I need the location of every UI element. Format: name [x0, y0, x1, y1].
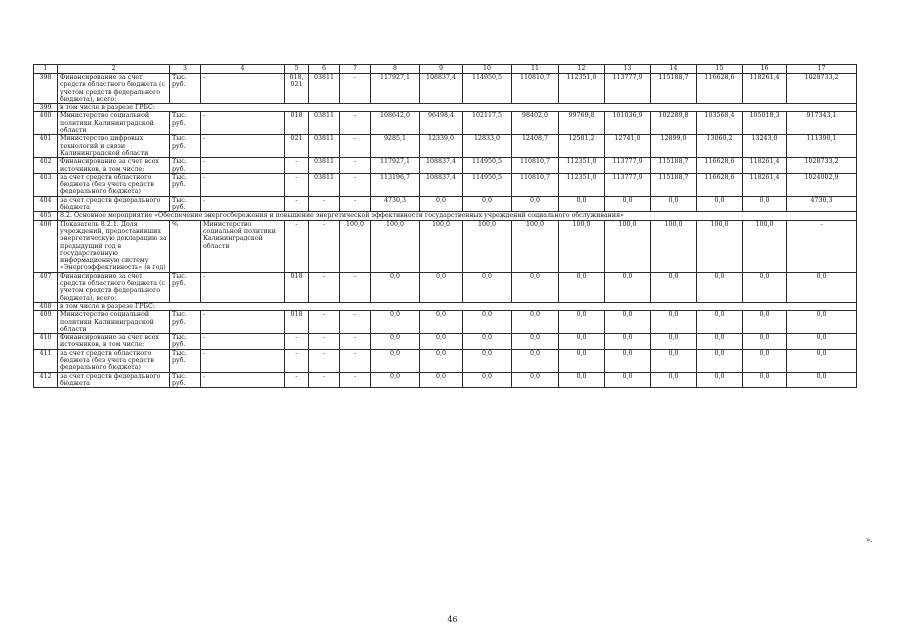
value-cell: 115188,7: [651, 173, 697, 196]
row-number-cell: 411: [34, 349, 58, 372]
value-cell: 0,0: [605, 334, 651, 350]
value-cell: 0,0: [605, 272, 651, 302]
value-cell: -: [201, 173, 285, 196]
value-cell: 0,0: [559, 349, 605, 372]
row-label-cell: за счет средств федерального бюджета: [58, 196, 170, 212]
value-cell: 0,0: [651, 372, 697, 388]
section-row: [34, 212, 857, 220]
value-cell: 021: [285, 135, 309, 158]
value-cell: -: [201, 196, 285, 212]
value-cell: -: [340, 112, 371, 135]
value-cell: -: [787, 220, 857, 272]
column-number-cell: 9: [420, 65, 463, 74]
value-cell: 102289,8: [651, 112, 697, 135]
value-cell: 114950,5: [463, 173, 512, 196]
value-cell: 0,0: [605, 349, 651, 372]
table-row: [34, 158, 857, 174]
row-label-cell: за счет средств областного бюджета (без учета средств федерального бюджета): [58, 173, 170, 196]
value-cell: 0,0: [651, 334, 697, 350]
value-cell: Тыс. руб.: [170, 135, 201, 158]
row-label-cell: Показатель 8.2.1. Доля учреждений, предоставивших энергетическую декларацию за предыдущий год в государственную информационную систему «Энергоэффективность» (в год): [58, 220, 170, 272]
value-cell: 0,0: [420, 372, 463, 388]
value-cell: -: [285, 158, 309, 174]
value-cell: 113196,7: [371, 173, 420, 196]
value-cell: Тыс. руб.: [170, 372, 201, 388]
value-cell: -: [201, 349, 285, 372]
value-cell: 112351,0: [559, 74, 605, 104]
value-cell: 0,0: [512, 334, 559, 350]
value-cell: 03811: [309, 74, 340, 104]
value-cell: 115188,7: [651, 158, 697, 174]
row-number-cell: 400: [34, 112, 58, 135]
value-cell: -: [340, 311, 371, 334]
value-cell: 0,0: [605, 311, 651, 334]
row-label-cell: за счет средств областного бюджета (без учета средств федерального бюджета): [58, 349, 170, 372]
value-cell: 100,0: [371, 220, 420, 272]
value-cell: 0,0: [371, 372, 420, 388]
value-cell: 9285,1: [371, 135, 420, 158]
table-row: [34, 372, 857, 388]
value-cell: -: [309, 334, 340, 350]
table-row: [34, 272, 857, 302]
value-cell: -: [285, 196, 309, 212]
value-cell: 101036,9: [605, 112, 651, 135]
value-cell: 0,0: [743, 334, 787, 350]
value-cell: %: [170, 220, 201, 272]
table-row: [34, 112, 857, 135]
value-cell: 03811: [309, 173, 340, 196]
value-cell: -: [340, 349, 371, 372]
row-number-cell: 398: [34, 74, 58, 104]
table-row: [34, 196, 857, 212]
row-number-cell: 406: [34, 220, 58, 272]
value-cell: -: [309, 272, 340, 302]
table-row: [34, 349, 857, 372]
value-cell: 99769,8: [559, 112, 605, 135]
table-row: [34, 135, 857, 158]
value-cell: -: [201, 334, 285, 350]
value-cell: 018: [285, 112, 309, 135]
value-cell: 12899,0: [651, 135, 697, 158]
value-cell: 13243,0: [743, 135, 787, 158]
table-row: [34, 311, 857, 334]
value-cell: 100,0: [559, 220, 605, 272]
value-cell: 0,0: [559, 334, 605, 350]
value-cell: 13060,2: [697, 135, 743, 158]
value-cell: 108837,4: [420, 74, 463, 104]
value-cell: 0,0: [743, 311, 787, 334]
value-cell: 117927,1: [371, 158, 420, 174]
value-cell: 116628,6: [697, 158, 743, 174]
value-cell: 100,0: [463, 220, 512, 272]
value-cell: 112351,0: [559, 173, 605, 196]
value-cell: 100,0: [512, 220, 559, 272]
row-number-cell: 408: [34, 302, 58, 310]
value-cell: -: [201, 311, 285, 334]
row-label-cell: Министерство социальной политики Калининградской области: [58, 311, 170, 334]
column-number-cell: 14: [651, 65, 697, 74]
row-label-cell: Министерство цифровых технологий и связи Калининградской области: [58, 135, 170, 158]
value-cell: 0,0: [559, 272, 605, 302]
value-cell: 0,0: [605, 196, 651, 212]
value-cell: 108837,4: [420, 173, 463, 196]
row-number-cell: 401: [34, 135, 58, 158]
table-row: [34, 220, 857, 272]
closing-quote-mark: ».: [866, 536, 873, 544]
value-cell: -: [285, 220, 309, 272]
row-number-cell: 405: [34, 212, 58, 220]
value-cell: 0,0: [651, 349, 697, 372]
value-cell: Тыс. руб.: [170, 349, 201, 372]
value-cell: Тыс. руб.: [170, 334, 201, 350]
value-cell: -: [201, 112, 285, 135]
value-cell: 110810,7: [512, 173, 559, 196]
value-cell: Тыс. руб.: [170, 311, 201, 334]
column-number-cell: 6: [309, 65, 340, 74]
value-cell: 105018,3: [743, 112, 787, 135]
value-cell: 0,0: [371, 349, 420, 372]
value-cell: 0,0: [559, 372, 605, 388]
value-cell: 1028733,2: [787, 158, 857, 174]
value-cell: Тыс. руб.: [170, 196, 201, 212]
value-cell: 98402,0: [512, 112, 559, 135]
value-cell: 12339,0: [420, 135, 463, 158]
value-cell: 0,0: [787, 334, 857, 350]
column-number-cell: 3: [170, 65, 201, 74]
value-cell: 12581,2: [559, 135, 605, 158]
value-cell: 0,0: [463, 372, 512, 388]
row-number-cell: 399: [34, 104, 58, 112]
column-number-cell: 13: [605, 65, 651, 74]
value-cell: 0,0: [420, 311, 463, 334]
value-cell: 0,0: [512, 311, 559, 334]
value-cell: -: [340, 135, 371, 158]
value-cell: -: [201, 372, 285, 388]
value-cell: -: [340, 74, 371, 104]
value-cell: Министерство социальной политики Калининградской области: [201, 220, 285, 272]
section-title-cell: 8.2. Основное мероприятие «Обеспечение энергосбережения и повышение энергетической эффективности государственных учреждений социального обслуживания»: [58, 212, 857, 220]
value-cell: 0,0: [605, 372, 651, 388]
value-cell: 100,0: [420, 220, 463, 272]
value-cell: 100,0: [605, 220, 651, 272]
value-cell: 100,0: [340, 220, 371, 272]
value-cell: 0,0: [420, 196, 463, 212]
value-cell: 4730,3: [371, 196, 420, 212]
value-cell: 116628,6: [697, 74, 743, 104]
value-cell: 0,0: [512, 272, 559, 302]
row-number-cell: 410: [34, 334, 58, 350]
section-row: [34, 104, 857, 112]
value-cell: -: [340, 158, 371, 174]
column-number-cell: 12: [559, 65, 605, 74]
value-cell: 0,0: [787, 372, 857, 388]
value-cell: 118261,4: [743, 173, 787, 196]
value-cell: -: [285, 173, 309, 196]
value-cell: 03811: [309, 158, 340, 174]
value-cell: 0,0: [651, 272, 697, 302]
row-label-cell: за счет средств федерального бюджета: [58, 372, 170, 388]
value-cell: 118261,4: [743, 74, 787, 104]
value-cell: 0,0: [463, 196, 512, 212]
value-cell: 0,0: [743, 372, 787, 388]
row-label-cell: Финансирование за счет средств областного бюджета (с учетом средств федерального бюджета), всего:: [58, 74, 170, 104]
value-cell: -: [201, 272, 285, 302]
value-cell: 0,0: [512, 196, 559, 212]
value-cell: Тыс. руб.: [170, 112, 201, 135]
value-cell: 0,0: [787, 272, 857, 302]
row-number-cell: 402: [34, 158, 58, 174]
value-cell: 0,0: [463, 334, 512, 350]
value-cell: -: [285, 334, 309, 350]
column-number-cell: 1: [34, 65, 58, 74]
value-cell: 113777,9: [605, 74, 651, 104]
value-cell: 0,0: [463, 272, 512, 302]
value-cell: 0,0: [371, 311, 420, 334]
value-cell: 0,0: [463, 311, 512, 334]
value-cell: 0,0: [420, 349, 463, 372]
value-cell: 0,0: [512, 349, 559, 372]
value-cell: -: [309, 372, 340, 388]
value-cell: -: [285, 349, 309, 372]
value-cell: 12408,7: [512, 135, 559, 158]
column-number-cell: 8: [371, 65, 420, 74]
value-cell: 108837,4: [420, 158, 463, 174]
value-cell: 0,0: [697, 334, 743, 350]
value-cell: 114950,5: [463, 158, 512, 174]
value-cell: 03811: [309, 112, 340, 135]
value-cell: 0,0: [559, 196, 605, 212]
value-cell: 0,0: [787, 311, 857, 334]
value-cell: 102117,5: [463, 112, 512, 135]
value-cell: 0,0: [697, 196, 743, 212]
value-cell: 100,0: [697, 220, 743, 272]
budget-table: [33, 64, 857, 388]
row-number-cell: 403: [34, 173, 58, 196]
value-cell: 118261,4: [743, 158, 787, 174]
value-cell: 110810,7: [512, 74, 559, 104]
value-cell: 114950,5: [463, 74, 512, 104]
value-cell: 0,0: [697, 272, 743, 302]
value-cell: 100,0: [743, 220, 787, 272]
value-cell: 917343,1: [787, 112, 857, 135]
value-cell: 113777,9: [605, 158, 651, 174]
row-number-cell: 412: [34, 372, 58, 388]
value-cell: -: [340, 272, 371, 302]
row-label-cell: Финансирование за счет всех источников, в том числе:: [58, 334, 170, 350]
row-number-cell: 409: [34, 311, 58, 334]
value-cell: 0,0: [743, 349, 787, 372]
value-cell: 0,0: [512, 372, 559, 388]
value-cell: 111390,1: [787, 135, 857, 158]
row-label-cell: Министерство социальной политики Калининградской области: [58, 112, 170, 135]
value-cell: Тыс. руб.: [170, 158, 201, 174]
value-cell: 0,0: [559, 311, 605, 334]
value-cell: 0,0: [787, 349, 857, 372]
value-cell: 018: [285, 311, 309, 334]
value-cell: -: [201, 74, 285, 104]
value-cell: 12741,0: [605, 135, 651, 158]
value-cell: 1028733,2: [787, 74, 857, 104]
column-number-cell: 15: [697, 65, 743, 74]
value-cell: 0,0: [420, 272, 463, 302]
value-cell: 03811: [309, 135, 340, 158]
value-cell: 108642,0: [371, 112, 420, 135]
value-cell: 0,0: [420, 334, 463, 350]
table-row: [34, 74, 857, 104]
section-title-cell: в том числе в разрезе ГРБС:: [58, 104, 857, 112]
value-cell: 0,0: [371, 334, 420, 350]
value-cell: 100,0: [651, 220, 697, 272]
value-cell: -: [201, 135, 285, 158]
column-number-row: [34, 65, 857, 74]
column-number-cell: 10: [463, 65, 512, 74]
value-cell: 103568,4: [697, 112, 743, 135]
table-row: [34, 173, 857, 196]
column-number-cell: 17: [787, 65, 857, 74]
column-number-cell: 7: [340, 65, 371, 74]
table-row: [34, 334, 857, 350]
column-number-cell: 11: [512, 65, 559, 74]
column-number-cell: 4: [201, 65, 285, 74]
row-label-cell: Финансирование за счет средств областного бюджета (с учетом средств федерального бюджета), всего:: [58, 272, 170, 302]
value-cell: -: [309, 196, 340, 212]
value-cell: 0,0: [743, 196, 787, 212]
value-cell: 1024002,9: [787, 173, 857, 196]
value-cell: Тыс. руб.: [170, 272, 201, 302]
value-cell: 0,0: [371, 272, 420, 302]
value-cell: 018, 021: [285, 74, 309, 104]
value-cell: 0,0: [697, 372, 743, 388]
value-cell: 115188,7: [651, 74, 697, 104]
value-cell: 112351,0: [559, 158, 605, 174]
value-cell: 0,0: [463, 349, 512, 372]
column-number-cell: 2: [58, 65, 170, 74]
value-cell: 0,0: [651, 196, 697, 212]
value-cell: 113777,9: [605, 173, 651, 196]
value-cell: 018: [285, 272, 309, 302]
value-cell: Тыс. руб.: [170, 74, 201, 104]
page-number: 46: [447, 615, 458, 624]
value-cell: -: [309, 220, 340, 272]
value-cell: 0,0: [743, 272, 787, 302]
value-cell: 12833,0: [463, 135, 512, 158]
value-cell: -: [309, 349, 340, 372]
row-number-cell: 404: [34, 196, 58, 212]
value-cell: -: [340, 196, 371, 212]
value-cell: 110810,7: [512, 158, 559, 174]
section-row: [34, 302, 857, 310]
section-title-cell: в том числе в разрезе ГРБС:: [58, 302, 857, 310]
value-cell: 4730,3: [787, 196, 857, 212]
value-cell: -: [340, 173, 371, 196]
value-cell: 0,0: [697, 349, 743, 372]
value-cell: -: [285, 372, 309, 388]
value-cell: 0,0: [651, 311, 697, 334]
value-cell: 117927,1: [371, 74, 420, 104]
value-cell: Тыс. руб.: [170, 173, 201, 196]
column-number-cell: 5: [285, 65, 309, 74]
value-cell: -: [201, 158, 285, 174]
value-cell: 96498,4: [420, 112, 463, 135]
row-number-cell: 407: [34, 272, 58, 302]
value-cell: 0,0: [697, 311, 743, 334]
value-cell: -: [309, 311, 340, 334]
row-label-cell: Финансирование за счет всех источников, в том числе:: [58, 158, 170, 174]
column-number-cell: 16: [743, 65, 787, 74]
value-cell: -: [340, 372, 371, 388]
value-cell: -: [340, 334, 371, 350]
value-cell: 116628,6: [697, 173, 743, 196]
